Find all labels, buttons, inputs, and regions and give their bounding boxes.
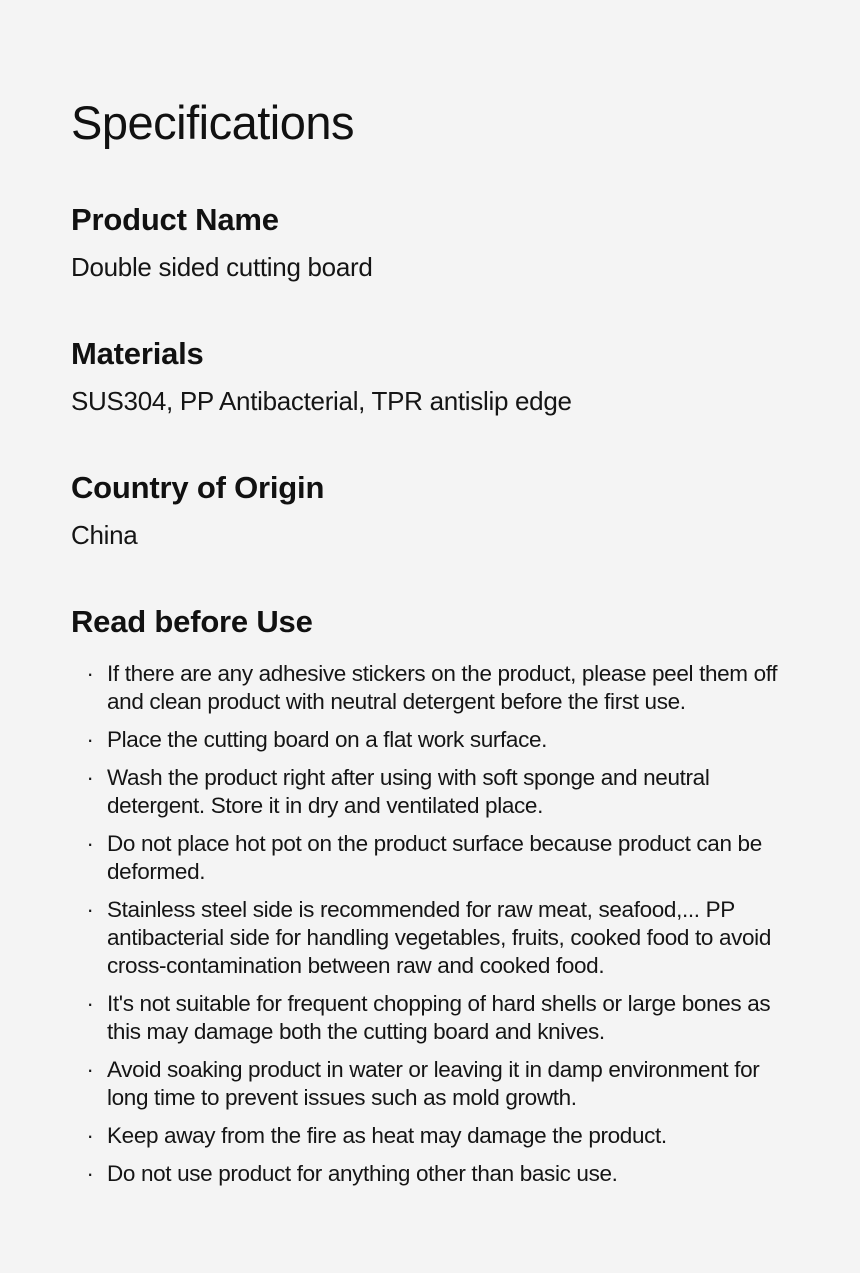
bullet-dot-icon: ·: [86, 897, 94, 922]
bullet-dot-icon: ·: [86, 831, 94, 856]
usage-note: [71, 1160, 788, 1188]
usage-note-text: Place the cutting board on a flat work surface.: [107, 727, 548, 752]
usage-note: [71, 830, 788, 886]
usage-note-text: Do not place hot pot on the product surface because product can be deformed.: [107, 831, 762, 884]
country-of-origin-section: [71, 468, 788, 552]
usage-note-text: It's not suitable for frequent chopping of hard shells or large bones as this may damage both the cutting board and knives.: [107, 991, 771, 1044]
materials-section: [71, 334, 788, 418]
product-name-heading: Product Name: [71, 202, 279, 237]
usage-note: [71, 896, 788, 980]
bullet-dot-icon: ·: [86, 727, 94, 752]
materials-value: SUS304, PP Antibacterial, TPR antislip edge: [71, 386, 572, 416]
usage-note: [71, 726, 788, 754]
usage-note-text: Do not use product for anything other than basic use.: [107, 1161, 618, 1186]
bullet-dot-icon: ·: [86, 1123, 94, 1148]
bullet-dot-icon: ·: [86, 765, 94, 790]
usage-note: [71, 764, 788, 820]
country-of-origin-heading: Country of Origin: [71, 470, 325, 505]
bullet-dot-icon: ·: [86, 1057, 94, 1082]
usage-note-text: If there are any adhesive stickers on the product, please peel them off and clean product with neutral detergent before the first use.: [107, 661, 778, 714]
usage-note-text: Avoid soaking product in water or leaving it in damp environment for long time to prevent issues such as mold growth.: [107, 1057, 760, 1110]
usage-note: [71, 660, 788, 716]
page-title: Specifications: [71, 96, 354, 149]
usage-note: [71, 1056, 788, 1112]
usage-note: [71, 1122, 788, 1150]
bullet-dot-icon: ·: [86, 661, 94, 686]
bullet-dot-icon: ·: [86, 991, 94, 1016]
usage-notes-list: [71, 660, 788, 1188]
usage-note-text: Stainless steel side is recommended for raw meat, seafood,... PP antibacterial side for handling vegetables, fruits, cooked food to avoid cross-contamination between raw and cooked food.: [107, 897, 771, 978]
product-name-value: Double sided cutting board: [71, 252, 373, 282]
read-before-use-section: [71, 602, 788, 1198]
country-of-origin-value: China: [71, 520, 138, 550]
bullet-dot-icon: ·: [86, 1161, 94, 1186]
materials-heading: Materials: [71, 336, 204, 371]
usage-note-text: Keep away from the fire as heat may damage the product.: [107, 1123, 667, 1148]
product-name-section: [71, 200, 788, 284]
usage-note: [71, 990, 788, 1046]
usage-note-text: Wash the product right after using with soft sponge and neutral detergent. Store it in dry and ventilated place.: [107, 765, 710, 818]
read-before-use-heading: Read before Use: [71, 604, 313, 639]
